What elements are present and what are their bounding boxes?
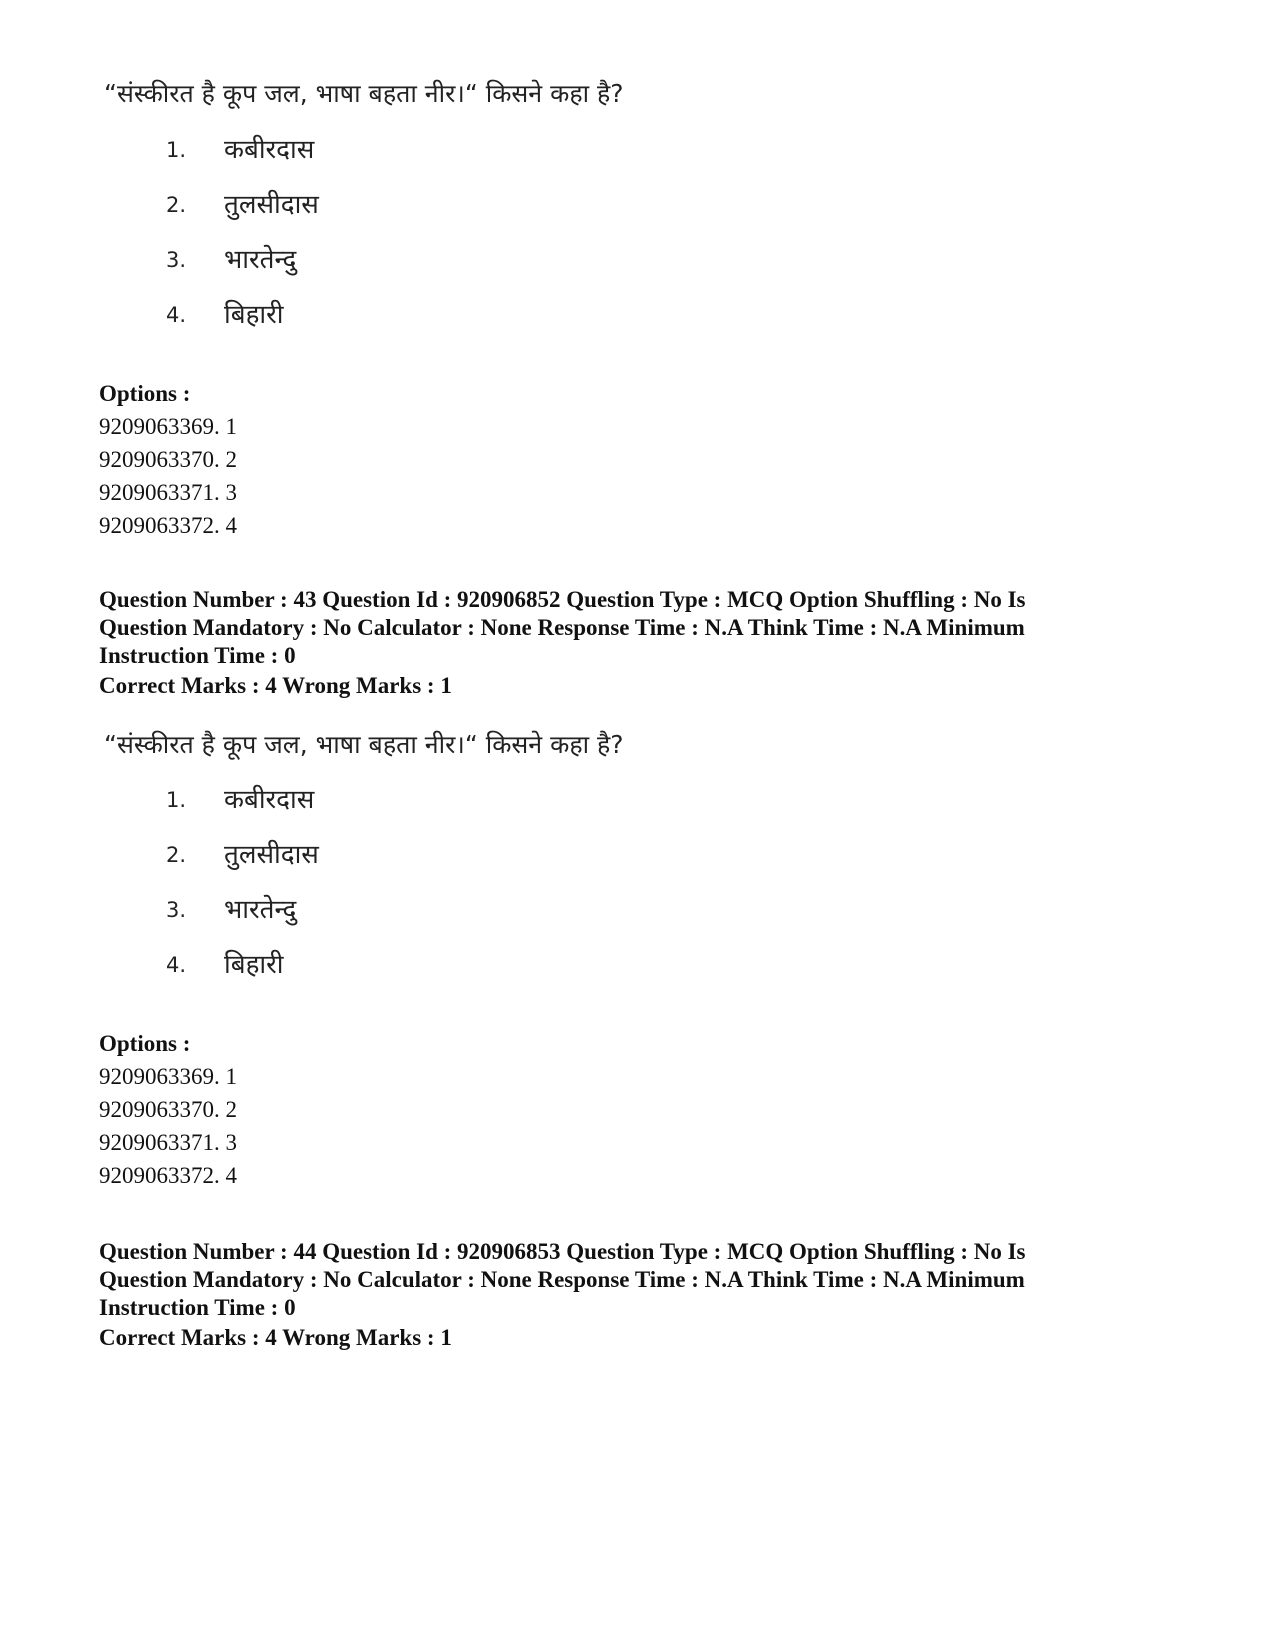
options-heading-2: Options : [99, 1031, 191, 1056]
choice-1-3 [166, 240, 296, 280]
meta-line: Instruction Time : 0 [99, 1295, 296, 1320]
choice-1-1 [166, 130, 314, 170]
meta-line: Question Number : 43 Question Id : 920906852 Question Type : MCQ Option Shuffling : No Is [99, 587, 1026, 612]
question-text-1: “संस्कीरत है कूप जल, भाषा बहता नीर।“ किसने कहा है? [104, 79, 624, 108]
choice-text: बिहारी [224, 300, 284, 330]
choice-text: कबीरदास [224, 135, 315, 165]
choice-2-4 [166, 945, 284, 985]
choice-1-4 [166, 295, 284, 335]
meta-line: Instruction Time : 0 [99, 643, 296, 668]
choice-text: बिहारी [224, 950, 284, 980]
option-id-line: 9209063370. 2 [99, 447, 237, 472]
choice-number: 2. [166, 843, 187, 867]
option-id-line: 9209063371. 3 [99, 480, 237, 505]
option-id-line: 9209063372. 4 [99, 1163, 237, 1188]
meta-line: Question Mandatory : No Calculator : None Response Time : N.A Think Time : N.A Minimum [99, 1267, 1025, 1292]
choice-2-3 [166, 890, 296, 930]
choice-number: 2. [166, 193, 187, 217]
question-meta-44 [99, 1238, 1119, 1322]
choice-number: 3. [166, 248, 187, 272]
option-id-line: 9209063369. 1 [99, 1064, 237, 1089]
option-id-line: 9209063371. 3 [99, 1130, 237, 1155]
marks-44: Correct Marks : 4 Wrong Marks : 1 [99, 1325, 452, 1350]
choice-1-2 [166, 185, 319, 225]
choice-text: तुलसीदास [224, 840, 319, 870]
choice-number: 4. [166, 953, 187, 977]
options-heading-1: Options : [99, 381, 191, 406]
question-text-2: “संस्कीरत है कूप जल, भाषा बहता नीर।“ किसने कहा है? [104, 730, 624, 759]
option-id-line: 9209063369. 1 [99, 414, 237, 439]
choice-text: भारतेन्दु [224, 245, 297, 275]
choice-2-2 [166, 835, 319, 875]
option-id-line: 9209063372. 4 [99, 513, 237, 538]
choice-number: 1. [166, 138, 187, 162]
meta-line: Question Mandatory : No Calculator : None Response Time : N.A Think Time : N.A Minimum [99, 615, 1025, 640]
choice-number: 3. [166, 898, 187, 922]
choice-text: कबीरदास [224, 785, 315, 815]
choice-2-1 [166, 780, 314, 820]
marks-43: Correct Marks : 4 Wrong Marks : 1 [99, 673, 452, 698]
choice-number: 4. [166, 303, 187, 327]
choice-text: भारतेन्दु [224, 895, 297, 925]
question-meta-43 [99, 586, 1119, 670]
option-id-line: 9209063370. 2 [99, 1097, 237, 1122]
choice-number: 1. [166, 788, 187, 812]
choice-text: तुलसीदास [224, 190, 319, 220]
meta-line: Question Number : 44 Question Id : 920906853 Question Type : MCQ Option Shuffling : No Is [99, 1239, 1026, 1264]
